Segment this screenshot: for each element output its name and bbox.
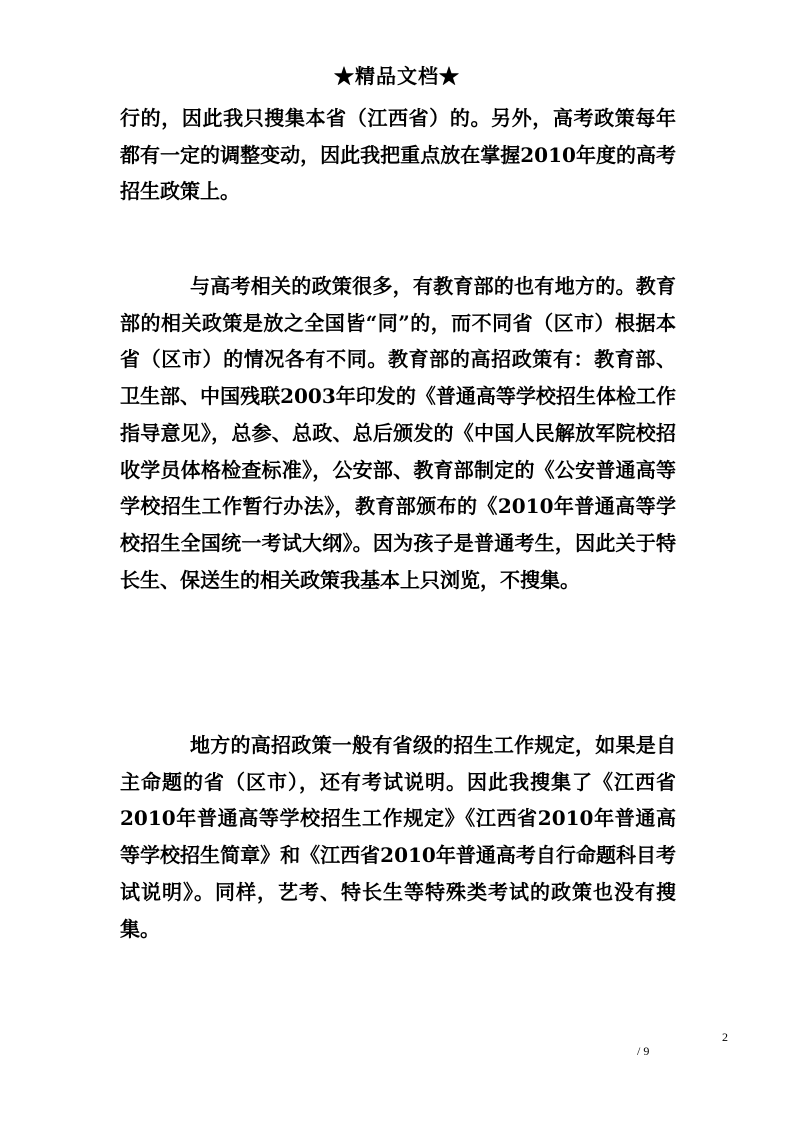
- page-total: / 9: [637, 1044, 650, 1058]
- body-paragraph-1: 行的，因此我只搜集本省（江西省）的。另外，高考政策每年都有一定的调整变动，因此我把重点放在掌握2010年度的高考招生政策上。: [120, 106, 676, 204]
- document-header-title: ★精品文档★: [334, 64, 460, 88]
- body-paragraph-3: 地方的高招政策一般有省级的招生工作规定，如果是自主命题的省（区市），还有考试说明。因此我搜集了《江西省2010年普通高等学校招生工作规定》《江西省2010年普通高等学校招生简章》和《江西省2010年普通高考自行命题科目考试说明》。同样，艺考、特长生等特殊类考试的政策也没有搜集。: [120, 733, 676, 941]
- body-paragraph-2: 与高考相关的政策很多，有教育部的也有地方的。教育部的相关政策是放之全国皆“同”的，而不同省（区市）根据本省（区市）的情况各有不同。教育部的高招政策有：教育部、卫生部、中国残联2003年印发的《普通高等学校招生体检工作指导意见》，总参、总政、总后颁发的《中国人民解放军院校招收学员体格检查标准》，公安部、教育部制定的《公安普通高等学校招生工作暂行办法》，教育部颁布的《2010年普通高等学校招生全国统一考试大纲》。因为孩子是普通考生，因此关于特长生、保送生的相关政策我基本上只浏览，不搜集。: [120, 274, 676, 592]
- page-number: 2: [722, 1030, 728, 1044]
